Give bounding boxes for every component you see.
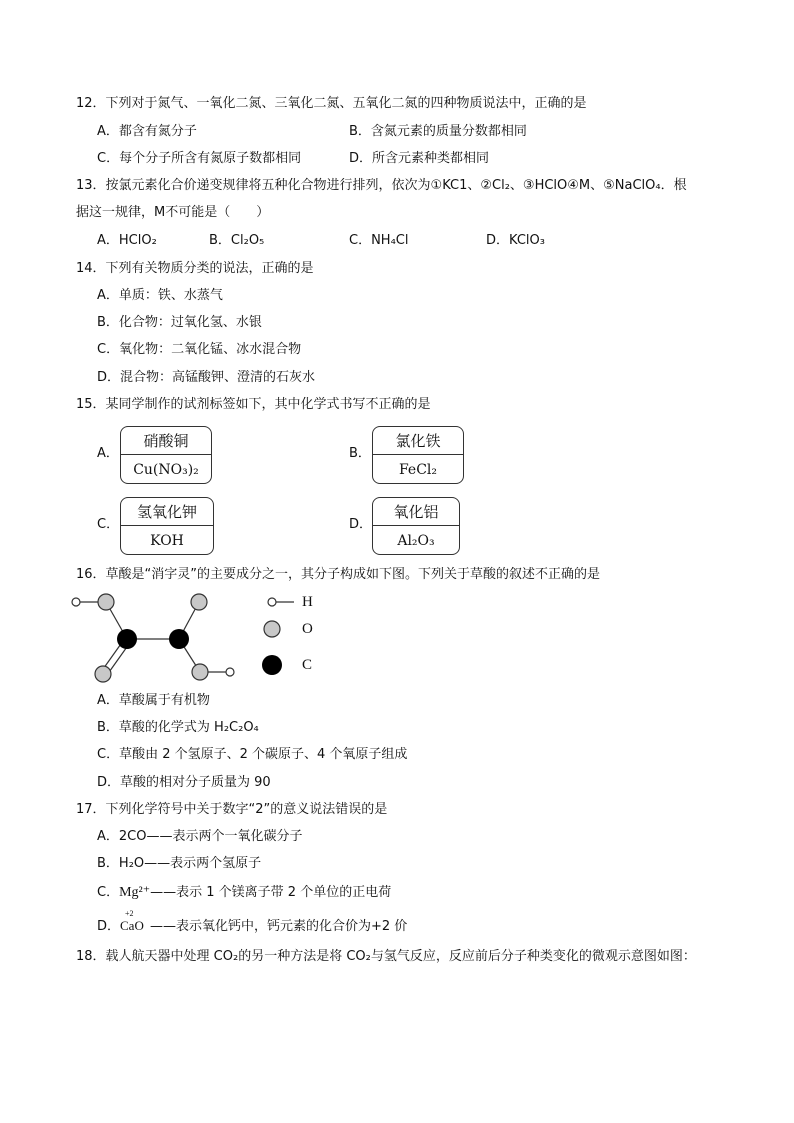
q15-label-c-name: 氢氧化钾 <box>121 498 213 526</box>
oxygen-atom <box>95 666 111 682</box>
mg-ion-symbol: Mg²⁺ <box>119 885 151 900</box>
q15-label-a-formula: Cu(NO₃)₂ <box>133 461 199 478</box>
legend-hydrogen-icon <box>268 598 276 606</box>
oxygen-atom <box>192 664 208 680</box>
q13-option-d: D．KClO₃ <box>486 233 545 248</box>
q15-label-c <box>120 497 214 555</box>
carbon-atom <box>117 629 137 649</box>
q16-option-b: B．草酸的化学式为 H₂C₂O₄ <box>97 720 259 735</box>
q16-option-c: C．草酸由 2 个氢原子、2 个碳原子、4 个氧原子组成 <box>97 747 408 762</box>
q15-label-c-formula: KOH <box>150 532 184 549</box>
q13-option-a: A．HClO₂ <box>97 233 157 248</box>
q17-option-c-text: ——表示 1 个镁离子带 2 个单位的正电荷 <box>150 885 392 900</box>
q13-option-b: B．Cl₂O₅ <box>209 233 265 248</box>
q15-label-b <box>372 426 464 484</box>
q12-option-b: B．含氮元素的质量分数都相同 <box>349 124 527 139</box>
hydrogen-atom <box>226 668 234 676</box>
q17-option-d-text: ——表示氧化钙中，钙元素的化合价为+2 价 <box>150 919 408 934</box>
q15-option-a-letter: A． <box>97 446 119 461</box>
q14-option-c: C．氧化物：二氧化锰、冰水混合物 <box>97 342 302 357</box>
q15-option-d-letter: D． <box>349 517 373 532</box>
q17-option-d <box>97 909 408 935</box>
q15-label-d <box>372 497 460 555</box>
q15-label-b-name: 氯化铁 <box>373 427 463 455</box>
legend-o-label: O <box>302 621 313 637</box>
q12-option-a: A．都含有氮分子 <box>97 124 197 139</box>
q13-stem-line1: 13．按氯元素化合价递变规律将五种化合物进行排列，依次为①KC1、②Cl₂、③HClO④M、⑤NaClO₄．根 <box>76 178 687 193</box>
q14-stem: 14．下列有关物质分类的说法，正确的是 <box>76 261 314 276</box>
q16-option-d: D．草酸的相对分子质量为 90 <box>97 775 271 790</box>
q14-option-d: D．混合物：高锰酸钾、澄清的石灰水 <box>97 370 316 385</box>
q15-label-a-name: 硝酸铜 <box>121 427 211 455</box>
q15-label-d-name: 氧化铝 <box>373 498 459 526</box>
legend-c-label: C <box>302 657 313 673</box>
q15-label-d-formula: Al₂O₃ <box>397 532 435 549</box>
legend-oxygen-icon <box>264 621 280 637</box>
q15-option-c-letter: C． <box>97 517 120 532</box>
q17-stem: 17．下列化学符号中关于数字“2”的意义说法错误的是 <box>76 802 388 817</box>
q12-option-d: D．所含元素种类都相同 <box>349 151 490 166</box>
q17-option-d-letter: D． <box>97 919 121 934</box>
q15-label-b-formula: FeCl₂ <box>398 461 438 478</box>
q14-option-a: A．单质：铁、水蒸气 <box>97 288 223 303</box>
q15-option-b-letter: B． <box>349 446 371 461</box>
q18-stem: 18．载人航天器中处理 CO₂的另一种方法是将 CO₂与氢气反应，反应前后分子种类变化的微观示意图如图： <box>76 949 696 964</box>
oxygen-atom <box>191 594 207 610</box>
carbon-atom <box>169 629 189 649</box>
q17-option-c-letter: C． <box>97 885 120 900</box>
hydrogen-atom <box>72 598 80 606</box>
q17-option-c <box>97 885 391 901</box>
q13-option-c: C．NH₄Cl <box>349 233 409 248</box>
cao-valence-symbol <box>120 909 150 935</box>
legend-carbon-icon <box>262 655 282 675</box>
valence-mark: +2 <box>125 909 134 918</box>
legend-h-label: H <box>302 594 313 610</box>
molecule-legend-symbols <box>258 592 298 682</box>
oxalic-acid-molecule-diagram <box>66 588 246 688</box>
q17-option-a: A．2CO——表示两个一氧化碳分子 <box>97 829 303 844</box>
oxygen-atom <box>98 594 114 610</box>
q17-option-b: B．H₂O——表示两个氢原子 <box>97 856 262 871</box>
q16-stem: 16．草酸是“消字灵”的主要成分之一，其分子构成如下图。下列关于草酸的叙述不正确的是 <box>76 567 601 582</box>
q12-option-c: C．每个分子所含有氮原子数都相同 <box>97 151 302 166</box>
q15-stem: 15．某同学制作的试剂标签如下，其中化学式书写不正确的是 <box>76 397 431 412</box>
q14-option-b: B．化合物：过氧化氢、水银 <box>97 315 262 330</box>
q13-stem-line2: 据这一规律，M不可能是（ ） <box>76 205 270 220</box>
q16-option-a: A．草酸属于有机物 <box>97 693 210 708</box>
q15-label-a <box>120 426 212 484</box>
cao-formula: CaO <box>120 918 144 933</box>
q12-stem: 12．下列对于氮气、一氧化二氮、三氧化二氮、五氧化二氮的四种物质说法中，正确的是 <box>76 96 587 111</box>
